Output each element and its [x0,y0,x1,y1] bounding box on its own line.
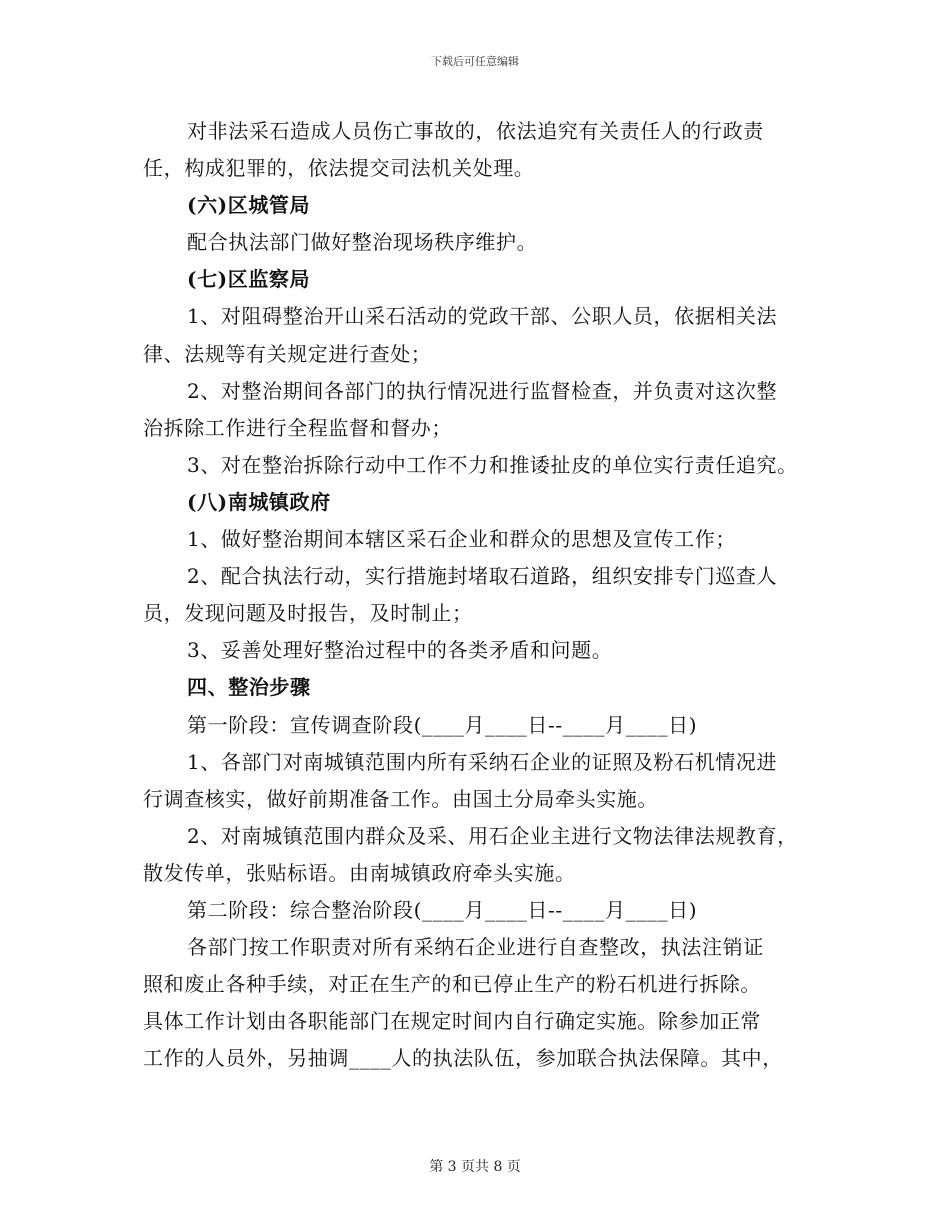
paragraph-line: 第一阶段：宣传调查阶段(____月____日--____月____日) [187,712,698,737]
paragraph-line: 任，构成犯罪的，依法提交司法机关处理。 [143,156,535,181]
paragraph-line: 各部门按工作职责对所有采纳石企业进行自查整改，执法注销证 [187,935,764,960]
paragraph-line: 律、法规等有关规定进行查处； [143,341,432,366]
paragraph-line: 2、对南城镇范围内群众及采、用石企业主进行文物法律法规教育， [187,823,798,848]
paragraph-line: 1、对阻碍整治开山采石活动的党政干部、公职人员，依据相关法 [187,304,778,329]
paragraph-line: 行调查核实，做好前期准备工作。由国土分局牵头实施。 [143,786,658,811]
page-footer: 第 3 页共 8 页 [429,1159,521,1175]
paragraph-line: 配合执法部门做好整治现场秩序维护。 [187,230,538,255]
paragraph-line: 具体工作计划由各职能部门在规定时间内自行确定实施。除参加正常 [143,1009,761,1034]
section-heading: (七)区监察局 [187,267,311,292]
paragraph-line: 治拆除工作进行全程监督和督办； [143,415,452,440]
paragraph-line: 1、做好整治期间本辖区采石企业和群众的思想及宣传工作； [187,527,736,552]
section-heading: (八)南城镇政府 [187,489,331,514]
paragraph-line: 员，发现问题及时报告，及时制止； [143,601,473,626]
paragraph-line: 3、对在整治拆除行动中工作不力和推诿扯皮的单位实行责任追究。 [187,452,798,477]
paragraph-line: 2、配合执法行动，实行措施封堵取石道路，组织安排专门巡查人 [187,564,778,589]
paragraph-line: 1、各部门对南城镇范围内所有采纳石企业的证照及粉石机情况进 [187,749,778,774]
paragraph-line: 散发传单，张贴标语。由南城镇政府牵头实施。 [143,860,576,885]
page-header: 下载后可任意编辑 [431,55,519,68]
document-body [143,113,823,1077]
paragraph-line: 工作的人员外，另抽调____人的执法队伍，参加联合执法保障。其中， [143,1046,783,1071]
paragraph-line: 3、妥善处理好整治过程中的各类矛盾和问题。 [187,638,613,663]
section-heading: (六)区城管局 [187,193,311,218]
paragraph-line: 对非法采石造成人员伤亡事故的，依法追究有关责任人的行政责 [187,119,764,143]
paragraph-line: 第二阶段：综合整治阶段(____月____日--____月____日) [187,897,698,922]
paragraph-line: 2、对整治期间各部门的执行情况进行监督检查，并负责对这次整 [187,378,778,403]
paragraph-line: 照和废止各种手续，对正在生产的和已停止生产的粉石机进行拆除。 [143,972,761,997]
section-heading: 四、整治步骤 [187,675,311,700]
